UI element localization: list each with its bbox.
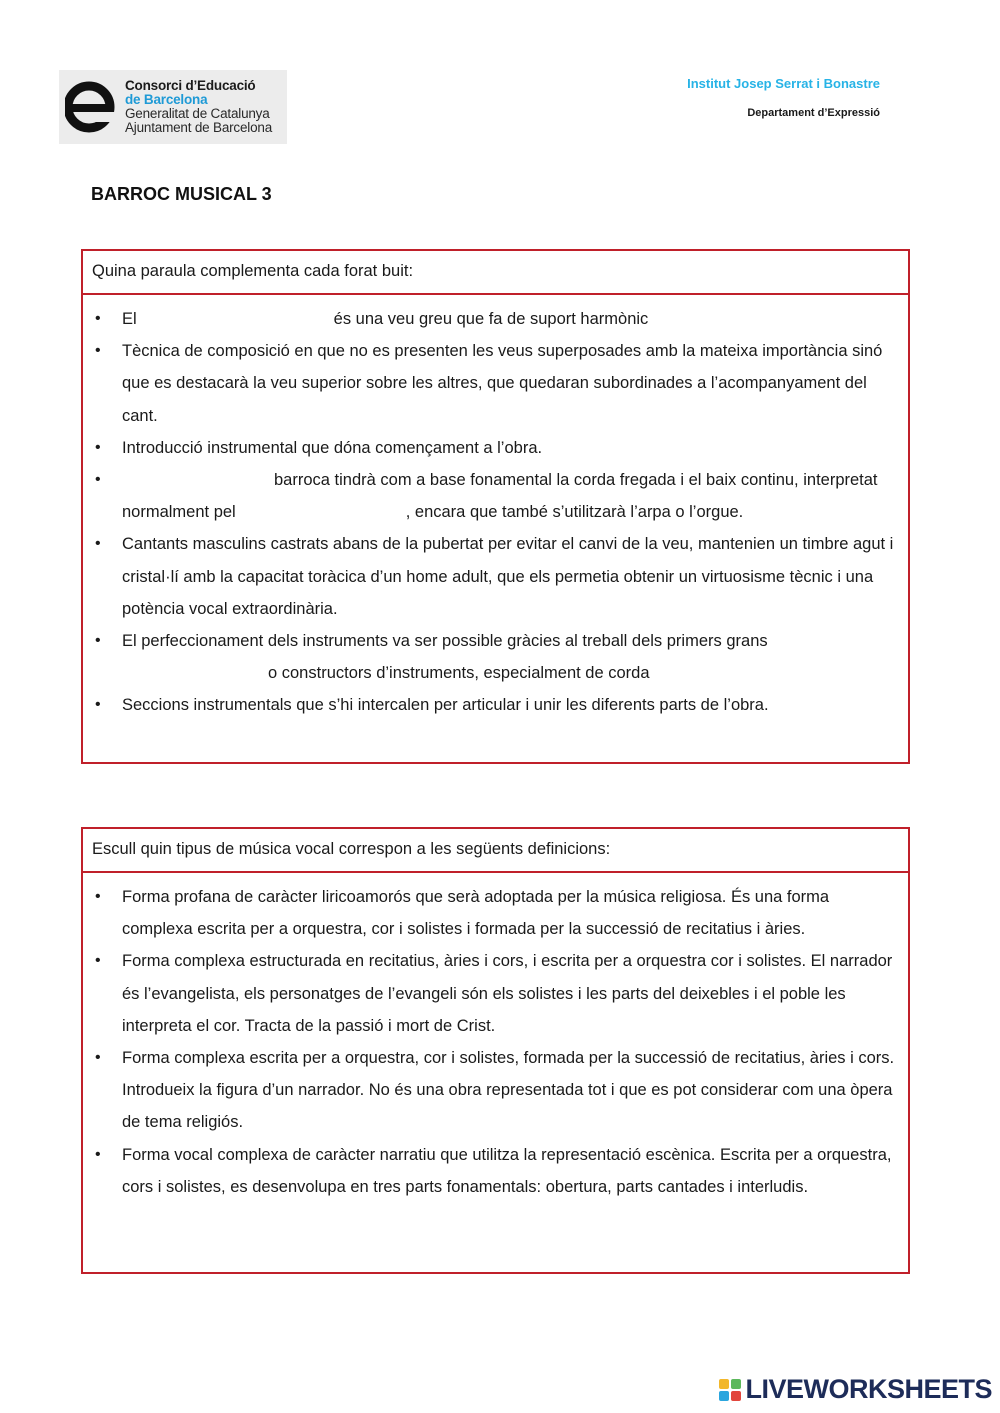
brand-name: LIVEWORKSHEETS <box>745 1374 992 1404</box>
e-logo-icon <box>59 70 117 144</box>
institute-name: Institut Josep Serrat i Bonastre <box>687 76 880 91</box>
list-item: • Forma complexa escrita per a orquestra, cor i solistes, formada per la successió de recitatius, àries i cors. Introdueix la figura d’un narrador. No és una obra representada tot i que es pot considerar com una òpera de tema religiós. <box>91 1042 898 1139</box>
list-item <box>91 432 898 464</box>
page-title: BARROC MUSICAL 3 <box>91 184 272 204</box>
list-item: • Forma complexa estructurada en recitatius, àries i cors, i escrita per a orquestra cor i solistes. El narrador és l’evangelista, els personatges de l’evangeli són els solistes i les parts del deixebles i el poble les interpreta el cor. Tracta de la passió i mort de Crist. <box>91 945 898 1042</box>
list-item <box>91 303 898 335</box>
item-text: Introducció instrumental que dóna començament a l’obra. <box>122 438 543 457</box>
section-heading: Escull quin tipus de música vocal correspon a les següents definicions: <box>83 829 908 873</box>
item-text: , encara que també s’utilitzarà l’arpa o l’orgue. <box>405 503 744 522</box>
fill-blanks-section <box>81 249 910 764</box>
logo-line-2: de Barcelona <box>125 92 208 107</box>
list-item <box>91 689 898 721</box>
item-text: El perfeccionament dels instruments va ser possible gràcies al treball dels primers grans <box>122 632 768 651</box>
item-text: El <box>122 310 137 328</box>
logo-line-3: Generalitat de Catalunya <box>125 106 270 121</box>
list-item: • Forma profana de caràcter liricoamorós que serà adoptada per la música religiosa. És una forma complexa escrita per a orquestra, cor i solistes i formada per la successió de recitatius i àries. <box>91 881 898 945</box>
section-heading: Quina paraula complementa cada forat buit: <box>83 251 908 295</box>
item-text: Cantants masculins castrats abans de la pubertat per evitar el canvi de la veu, mantenien un timbre agut i cristal·lí amb la capacitat toràcica d’un home adult, que els permetia obtenir un virtuosisme tècnic i una potència vocal extraordinària. <box>122 535 894 618</box>
list-item: • Forma vocal complexa de caràcter narratiu que utilitza la representació escènica. Escrita per a orquestra, cors i solistes, es desenvolupa en tres parts fonamentals: obertura, parts cantades i interludis. <box>91 1139 898 1203</box>
list-item <box>91 464 898 528</box>
item-text: o constructors d’instruments, especialment de corda <box>268 664 650 683</box>
liveworksheets-logo[interactable] <box>719 1374 992 1405</box>
item-text: és una veu greu que fa de suport harmònic <box>333 310 649 328</box>
list-item <box>91 625 898 689</box>
item-text: Tècnica de composició en que no es presenten les veus superposades amb la mateixa importància sinó que es destacarà la veu superior sobre les altres, que quedaran subordinades a l’acompanyament del cant. <box>122 342 883 425</box>
consorci-logo <box>59 70 287 144</box>
logo-line-1: Consorci d’Educació <box>125 78 256 93</box>
vocal-music-section <box>81 827 910 1274</box>
department-name: Departament d’Expressió <box>747 107 880 119</box>
item-text: barroca tindrà com a base fonamental la corda fregada i el baix continu, interpretat normalment pel <box>122 471 878 522</box>
item-text: Seccions instrumentals que s’hi intercalen per articular i unir les diferents parts de l’obra. <box>122 696 769 715</box>
list-item <box>91 528 898 625</box>
logo-line-4: Ajuntament de Barcelona <box>125 120 272 135</box>
liveworksheets-icon <box>719 1379 741 1401</box>
list-item <box>91 335 898 432</box>
